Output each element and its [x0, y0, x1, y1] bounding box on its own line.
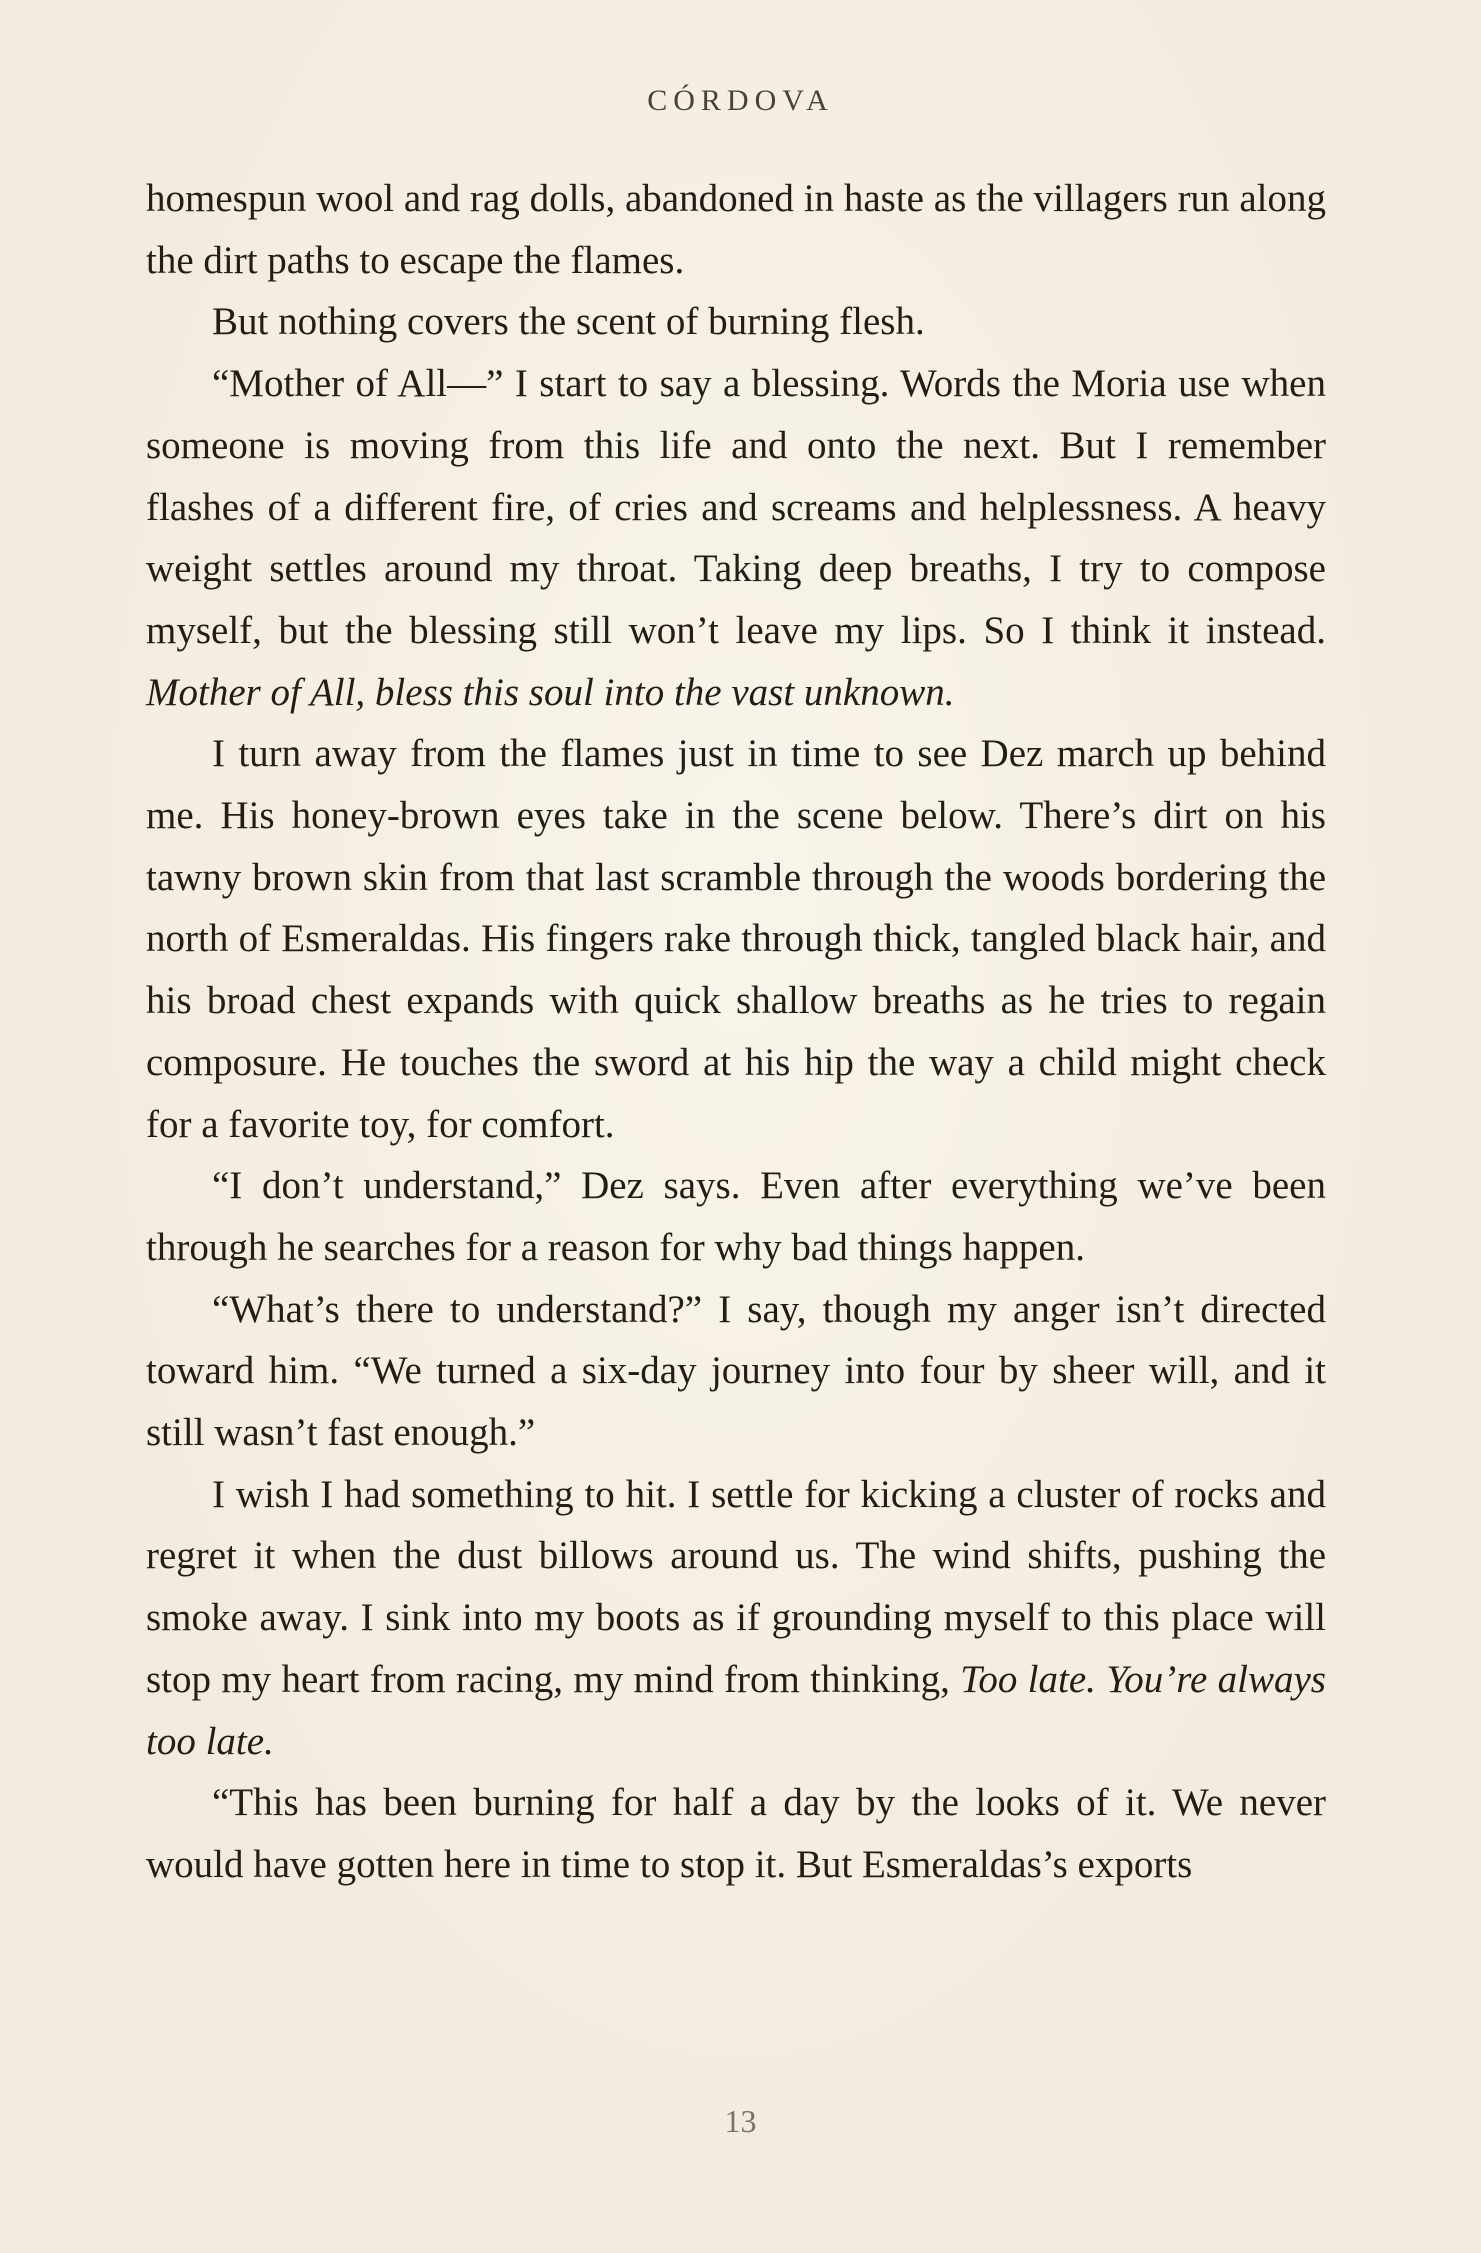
paragraph: [146, 1279, 1326, 1464]
body-text: [146, 168, 1326, 1896]
paragraph: [146, 723, 1326, 1155]
text-run: But nothing covers the scent of burning flesh.: [212, 300, 925, 344]
text-run: “Mother of All—” I start to say a blessing. Words the Moria use when someone is moving from this life and onto the next. But I remember flashes of a different fire, of cries and screams and helplessness. A heavy weight settles around my throat. Taking deep breaths, I try to compose myself, but the blessing still won’t leave my lips. So I think it instead.: [146, 362, 1326, 652]
paragraph: [146, 353, 1326, 723]
italic-text-run: Mother of All, bless this soul into the vast unknown.: [146, 670, 955, 714]
text-run: I wish I had something to hit. I settle for kicking a cluster of rocks and regret it when the dust billows around us. The wind shifts, pushing the smoke away. I sink into my boots as if grounding myself to this place will stop my heart from racing, my mind from thinking,: [146, 1472, 1326, 1701]
text-run: “What’s there to understand?” I say, though my anger isn’t directed toward him. “We turned a six-day journey into four by sheer will, and it still wasn’t fast enough.”: [146, 1287, 1326, 1455]
text-run: I turn away from the flames just in time to see Dez march up behind me. His honey-brown eyes take in the scene below. There’s dirt on his tawny brown skin from that last scramble through the woods bordering the north of Esmeraldas. His fingers rake through thick, tangled black hair, and his broad chest expands with quick shallow breaths as he tries to regain composure. He touches the sword at his hip the way a child might check for a favorite toy, for comfort.: [146, 732, 1326, 1146]
running-head: CÓRDOVA: [647, 84, 834, 117]
text-run: “I don’t understand,” Dez says. Even after everything we’ve been through he searches for a reason for why bad things happen.: [146, 1164, 1326, 1269]
italic-text-run: Too late. You’re always too late.: [146, 1657, 1326, 1763]
text-run: “This has been burning for half a day by the looks of it. We never would have gotten here in time to stop it. But Esmeraldas’s exports: [146, 1781, 1326, 1886]
text-run: homespun wool and rag dolls, abandoned in haste as the villagers run along the dirt paths to escape the flames.: [146, 177, 1326, 282]
paragraph: [146, 168, 1326, 291]
paragraph: [146, 291, 1326, 353]
page-number: 13: [724, 2103, 757, 2139]
paragraph: [146, 1464, 1326, 1773]
paragraph: [146, 1155, 1326, 1278]
paragraph: [146, 1772, 1326, 1895]
